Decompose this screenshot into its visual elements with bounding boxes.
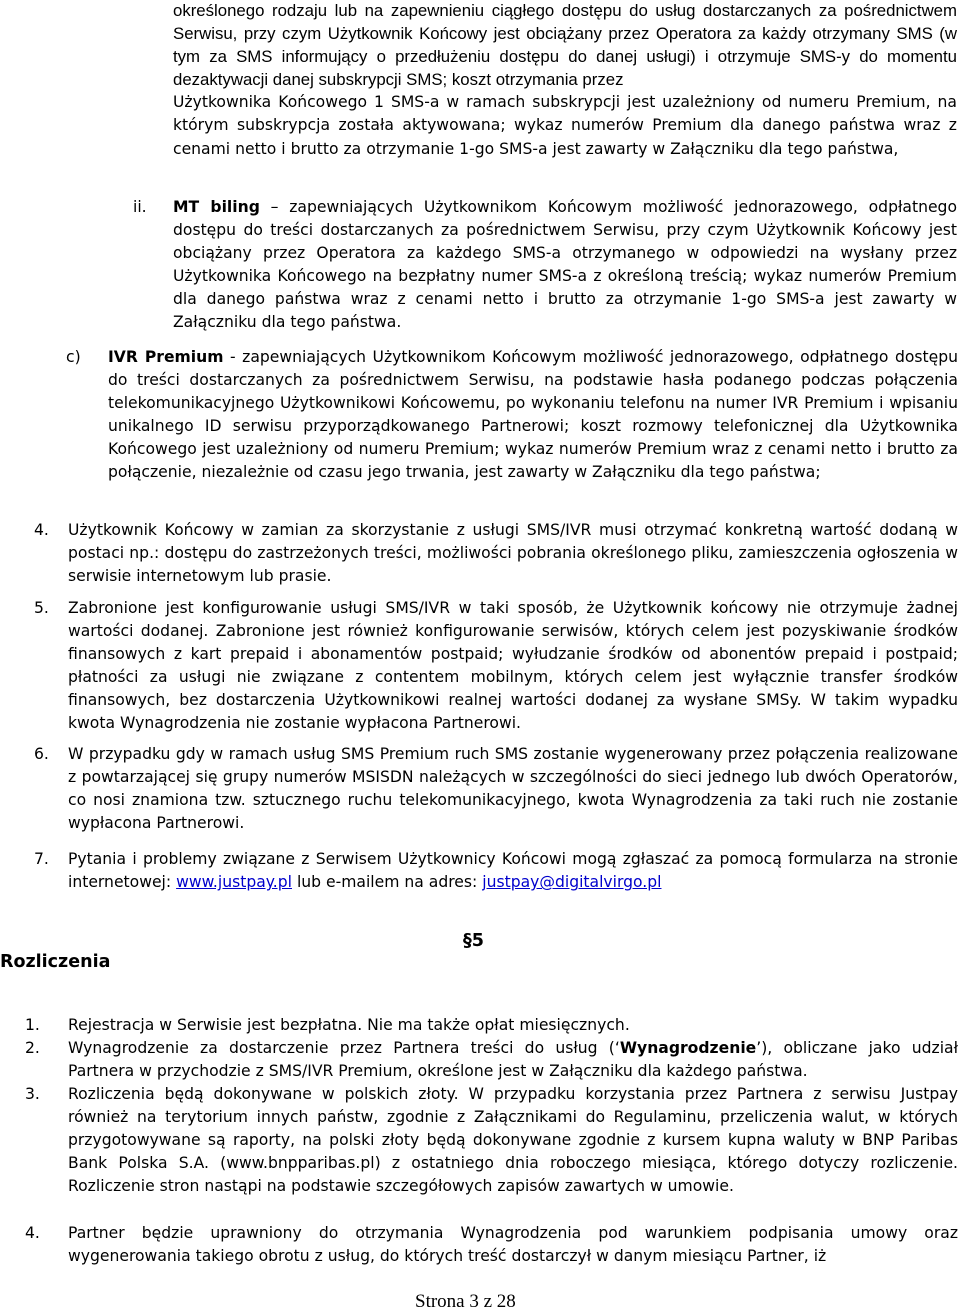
item-c-paragraph xyxy=(108,346,958,485)
item-7-number: 7. xyxy=(34,850,49,868)
settlement-3-number: 3. xyxy=(25,1085,40,1103)
item-c-marker: c) xyxy=(66,348,81,366)
settlement-1-number: 1. xyxy=(25,1016,40,1034)
item-6-text: W przypadku gdy w ramach usług SMS Premium ruch SMS zostanie wygenerowany przez połączenia realizowane z powtarzającej się grupy numerów MSISDN należących w szczególności do sieci jednego lub dwóch Operatorów, co nosi znamiona tzw. sztucznego ruchu telekomunikacyjnego, kwota Wynagrodzenia za taki ruch nie zostanie wypłacona Partnerowi. xyxy=(68,745,958,833)
settlement-2-paragraph xyxy=(68,1037,958,1083)
website-link[interactable]: www.justpay.pl xyxy=(176,873,292,892)
item-6-block xyxy=(68,743,958,835)
item-c-block xyxy=(108,346,958,485)
email-link[interactable]: justpay@digitalvirgo.pl xyxy=(482,873,662,892)
item-c-text: - zapewniających Użytkownikom Końcowym możliwość jednorazowego, odpłatnego dostępu do treści dostarczanych za pośrednictwem Serwisu, na podstawie hasła podanego podczas połączenia telekomunikacyjnego Użytkownikowi Końcowemu, po wykonaniu telefonu na numer IVR Premium i wpisaniu unikalnego ID serwisu przyporządkowanego Partnerowi; koszt rozmowy telefonicznej dla Użytkownika Końcowego jest uzależniony od numeru Premium; wykaz numerów Premium wraz z cenami netto i brutto za połączenie, niezależnie od czasu jego trwania, jest zawarty w Załączniku dla tego państwa; xyxy=(108,348,959,482)
item-4-number: 4. xyxy=(34,521,49,539)
settlement-1-text: Rejestracja w Serwisie jest bezpłatna. Nie ma także opłat miesięcznych. xyxy=(68,1016,630,1034)
item-ii-block xyxy=(173,196,957,335)
section-symbol: §5 xyxy=(463,931,484,951)
settlement-4-block xyxy=(68,1222,958,1268)
item-ii-paragraph xyxy=(173,196,957,335)
item-7-text-start: Pytania i problemy związane z Serwisem Użytkownicy Końcowi mogą zgłaszać za pomocą formularza na stronie internetowej: xyxy=(68,850,958,892)
settlement-2-number: 2. xyxy=(25,1039,40,1057)
settlement-3-text: Rozliczenia będą dokonywane w polskich złoty. W przypadku korzystania przez Partnera z serwisu Justpay również na terytorium innych państw, zgodnie z Załącznikami do Regulaminu, przeliczenia walut, w których przygotowywane są raporty, na polski złoty będą dokonywane zgodnie z kursem kupna waluty w BNP Paribas Bank Polska S.A. (www.bnpparibas.pl) z ostatniego dnia roboczego miesiąca, którego dotyczy rozliczenie. Rozliczenie stron nastąpi na podstawie szczegółowych zapisów zawartych w umowie. xyxy=(68,1085,958,1196)
item-i-text-part1: określonego rodzaju lub na zapewnieniu ciągłego dostępu do usług dostarczanych za pośrednictwem Serwisu, przy czym Użytkownik Końcowy jest obciążany przez Operatora za każdy otrzymany SMS (w tym za SMS informujący o przedłużeniu dostępu do danej usługi) i otrzymuje SMS-y do momentu dezaktywacji danej subskrypcji SMS; koszt otrzymania przez xyxy=(173,1,957,90)
settlement-2-text-end: ’), obliczane jako udział Partnera w przychodzie z SMS/IVR Premium, określone jest w Załączniku dla każdego państwa. xyxy=(68,1039,959,1081)
section-title: Rozliczenia xyxy=(0,952,111,972)
item-7-paragraph xyxy=(68,848,958,894)
settlement-4-text: Partner będzie uprawniony do otrzymania Wynagrodzenia pod warunkiem podpisania umowy oraz wygenerowania takiego obrotu z usług, do których treść dostarczył w danym miesiącu Partner, iż xyxy=(68,1224,958,1266)
settlement-2-block xyxy=(68,1037,958,1083)
item-5-text: Zabronione jest konfigurowanie usługi SMS/IVR w taki sposób, że Użytkownik końcowy nie otrzymuje żadnej wartości dodanej. Zabronione jest również konfigurowanie serwisów, których celem jest pozyskiwanie środków finansowych z kart prepaid i abonamentów postpaid; wyłudzanie środków od abonentów prepaid i postpaid; płatności za usługi nie związane z contentem mobilnym, których celem jest wyłącznie transfer środków finansowych, bez dostarczenia Użytkownikowi realnej wartości dodanej za wysłane SMSy. W takim wypadku kwota Wynagrodzenia nie zostanie wypłacona Partnerowi. xyxy=(68,599,958,733)
item-ii-term: MT biling xyxy=(173,198,260,216)
item-7-block xyxy=(68,848,958,894)
item-i-continuation xyxy=(173,0,957,161)
item-i-text-part2: Użytkownika Końcowego 1 SMS-a w ramach subskrypcji jest uzależniony od numeru Premium, na którym subskrypcja została aktywowana; wykaz numerów Premium dla danego państwa wraz z cenami netto i brutto za otrzymanie 1-go SMS-a jest zawarty w Załączniku dla tego państwa, xyxy=(173,93,957,158)
settlement-3-block xyxy=(68,1083,958,1198)
item-ii-marker: ii. xyxy=(133,198,147,216)
item-5-block xyxy=(68,597,958,736)
item-7-text-mid: lub e-mailem na adres: xyxy=(291,873,483,892)
page-number: Strona 3 z 28 xyxy=(415,1291,516,1312)
settlement-1-block xyxy=(68,1014,958,1037)
item-4-block xyxy=(68,519,958,588)
item-5-number: 5. xyxy=(34,599,49,617)
item-4-text: Użytkownik Końcowy w zamian za skorzystanie z usługi SMS/IVR musi otrzymać konkretną wartość dodaną w postaci np.: dostępu do zastrzeżonych treści, możliwości pobrania określonego pliku, zamieszczenia ogłoszenia w serwisie internetowym lub prasie. xyxy=(68,521,958,586)
settlement-4-number: 4. xyxy=(25,1224,40,1242)
item-6-number: 6. xyxy=(34,745,49,763)
settlement-2-term: Wynagrodzenie xyxy=(619,1039,757,1057)
settlement-2-text-start: Wynagrodzenie za dostarczenie przez Partnera treści do usług (‘ xyxy=(68,1039,620,1057)
item-ii-text: – zapewniających Użytkownikom Końcowym możliwość jednorazowego, odpłatnego dostępu do treści dostarczanych za pośrednictwem Serwisu, przy czym Użytkownik Końcowy jest obciążany przez Operatora za każdego SMS-a otrzymanego w odpowiedzi na wysłany przez Użytkownika Końcowego na bezpłatny numer SMS-a z określoną treścią; wykaz numerów Premium dla danego państwa wraz z cenami netto i brutto za otrzymanie 1-go SMS-a jest zawarty w Załączniku dla tego państwa. xyxy=(173,198,957,332)
item-c-term: IVR Premium xyxy=(108,348,224,366)
